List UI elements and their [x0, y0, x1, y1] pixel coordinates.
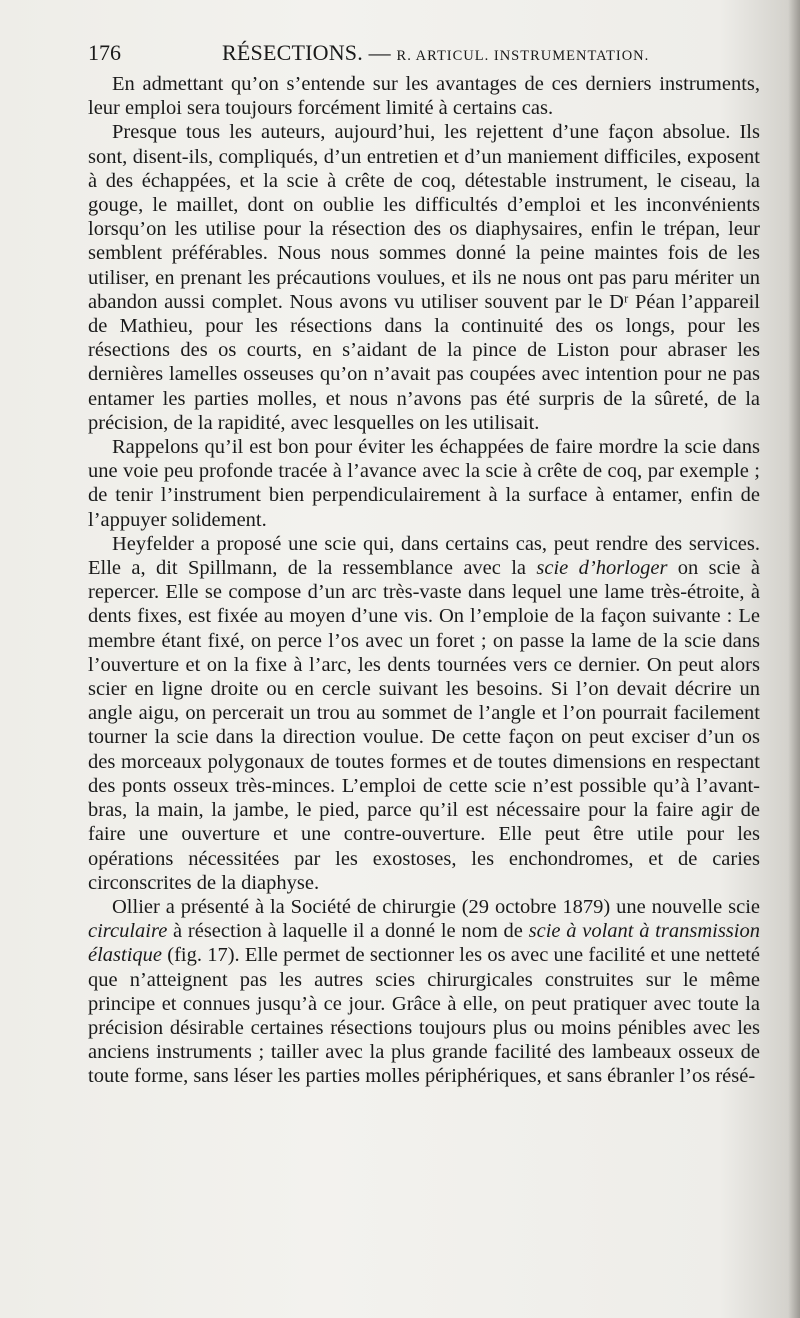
body-text [88, 72, 760, 1089]
running-title [222, 38, 649, 71]
page-edge-shadow [788, 0, 800, 1318]
paragraph-1: En admettant qu’on s’entende sur les avantages de ces derniers instruments, leur emploi sera toujours forcément limité à certains cas. [88, 73, 760, 120]
paragraph-4 [88, 532, 760, 895]
page-number: 176 [88, 40, 121, 65]
paragraph-2: Presque tous les auteurs, aujourd’hui, les rejettent d’une façon absolue. Ils sont, disent-ils, compliqués, d’un entretien et d’un maniement difficiles, exposent à des échappées, et la scie à crête de coq, détestable instrument, le ciseau, la gouge, le maillet, dont on oublie les difficultés d’emploi et les inconvénients lorsqu’on les utilise pour la résection des os diaphysaires, enfin le trépan, leur semblent préférables. Nous nous sommes donné la peine maintes fois de les utiliser, en prenant les précautions voulues, et ils ne nous ont pas paru mériter un abandon aussi complet. Nous avons vu utiliser souvent par le Dʳ Péan l’appareil de Mathieu, pour les résections dans la continuité des os longs, pour les résections des os courts, en s’aidant de la pince de Liston pour abraser les dernières lamelles osseuses qu’on n’avait pas coupées avec intention pour ne pas entamer les parties molles, et nous n’avons pas été surpris de la sûreté, de la précision, de la rapidité, avec lesquelles on les utilisait. [88, 121, 760, 434]
paragraph-5-part-a: Ollier a présenté à la Société de chirurgie (29 octobre 1879) une nouvelle scie [112, 895, 760, 918]
running-header [88, 38, 760, 68]
paragraph-3: Rappelons qu’il est bon pour éviter les échappées de faire mordre la scie dans une voie peu profonde tracée à l’avance avec la scie à crête de coq, par exemple ; de tenir l’instrument bien perpendiculairement à la surface à entamer, enfin de l’appuyer solidement. [88, 436, 760, 531]
italic-term-circulaire: circulaire [88, 920, 168, 943]
italic-term-scie-horloger: scie d’horloger [536, 557, 668, 580]
italic-term-scie-a-volant: scie à volant à transmission élastique [88, 920, 760, 967]
paragraph-5-part-b: à résection à laquelle il a donné le nom de [167, 920, 529, 943]
paragraph-5 [88, 895, 760, 1089]
chapter-title: RÉSECTIONS. [222, 40, 363, 65]
header-dash: — [362, 40, 397, 65]
paragraph-5-part-c: (fig. 17). Elle permet de sectionner les os avec une facilité et une netteté que n’atteignent pas les autres scies chirurgicales construites sur le même principe et connues jusqu’à ce jour. Grâce à elle, on peut pratiquer avec toute la précision désirable certaines résections toujours plus ou moins pénibles avec les anciens instruments ; tailler avec la plus grande facilité des lambeaux osseux de toute forme, sans léser les parties molles périphériques, et sans ébranler l’os résé- [88, 944, 760, 1088]
paragraph-4-part-b: on scie à repercer. Elle se compose d’un arc très-vaste dans lequel une lame très-étroite, à dents fixes, est fixée au moyen d’une vis. On l’emploie de la façon suivante : Le membre étant fixé, on perce l’os avec un foret ; on passe la lame de la scie dans l’ouverture et on la fixe à l’arc, les dents tournées vers ce dernier. On peut alors scier en ligne droite ou en cercle suivant les besoins. Si l’on devait décrire un angle aigu, on percerait un trou au sommet de l’angle et l’on pourrait facilement tourner la scie dans la direction voulue. De cette façon on peut exciser d’un os des morceaux polygonaux de toutes formes et de toutes dimensions en respectant des ponts osseux très-minces. L’emploi de cette scie n’est possible qu’à l’avant-bras, la main, la jambe, le pied, parce qu’il est nécessaire pour la faire agir de faire une ouverture et une contre-ouverture. Elle peut être utile pour les opérations nécessitées par les exostoses, les enchondromes, et de caries circonscrites de la diaphyse. [88, 557, 760, 894]
paragraph-4-part-a: Heyfelder a proposé une scie qui, dans certains cas, peut rendre des services. Elle a, dit Spillmann, de la ressemblance avec la [88, 532, 760, 580]
section-subtitle: R. ARTICUL. INSTRUMENTATION. [396, 48, 650, 64]
